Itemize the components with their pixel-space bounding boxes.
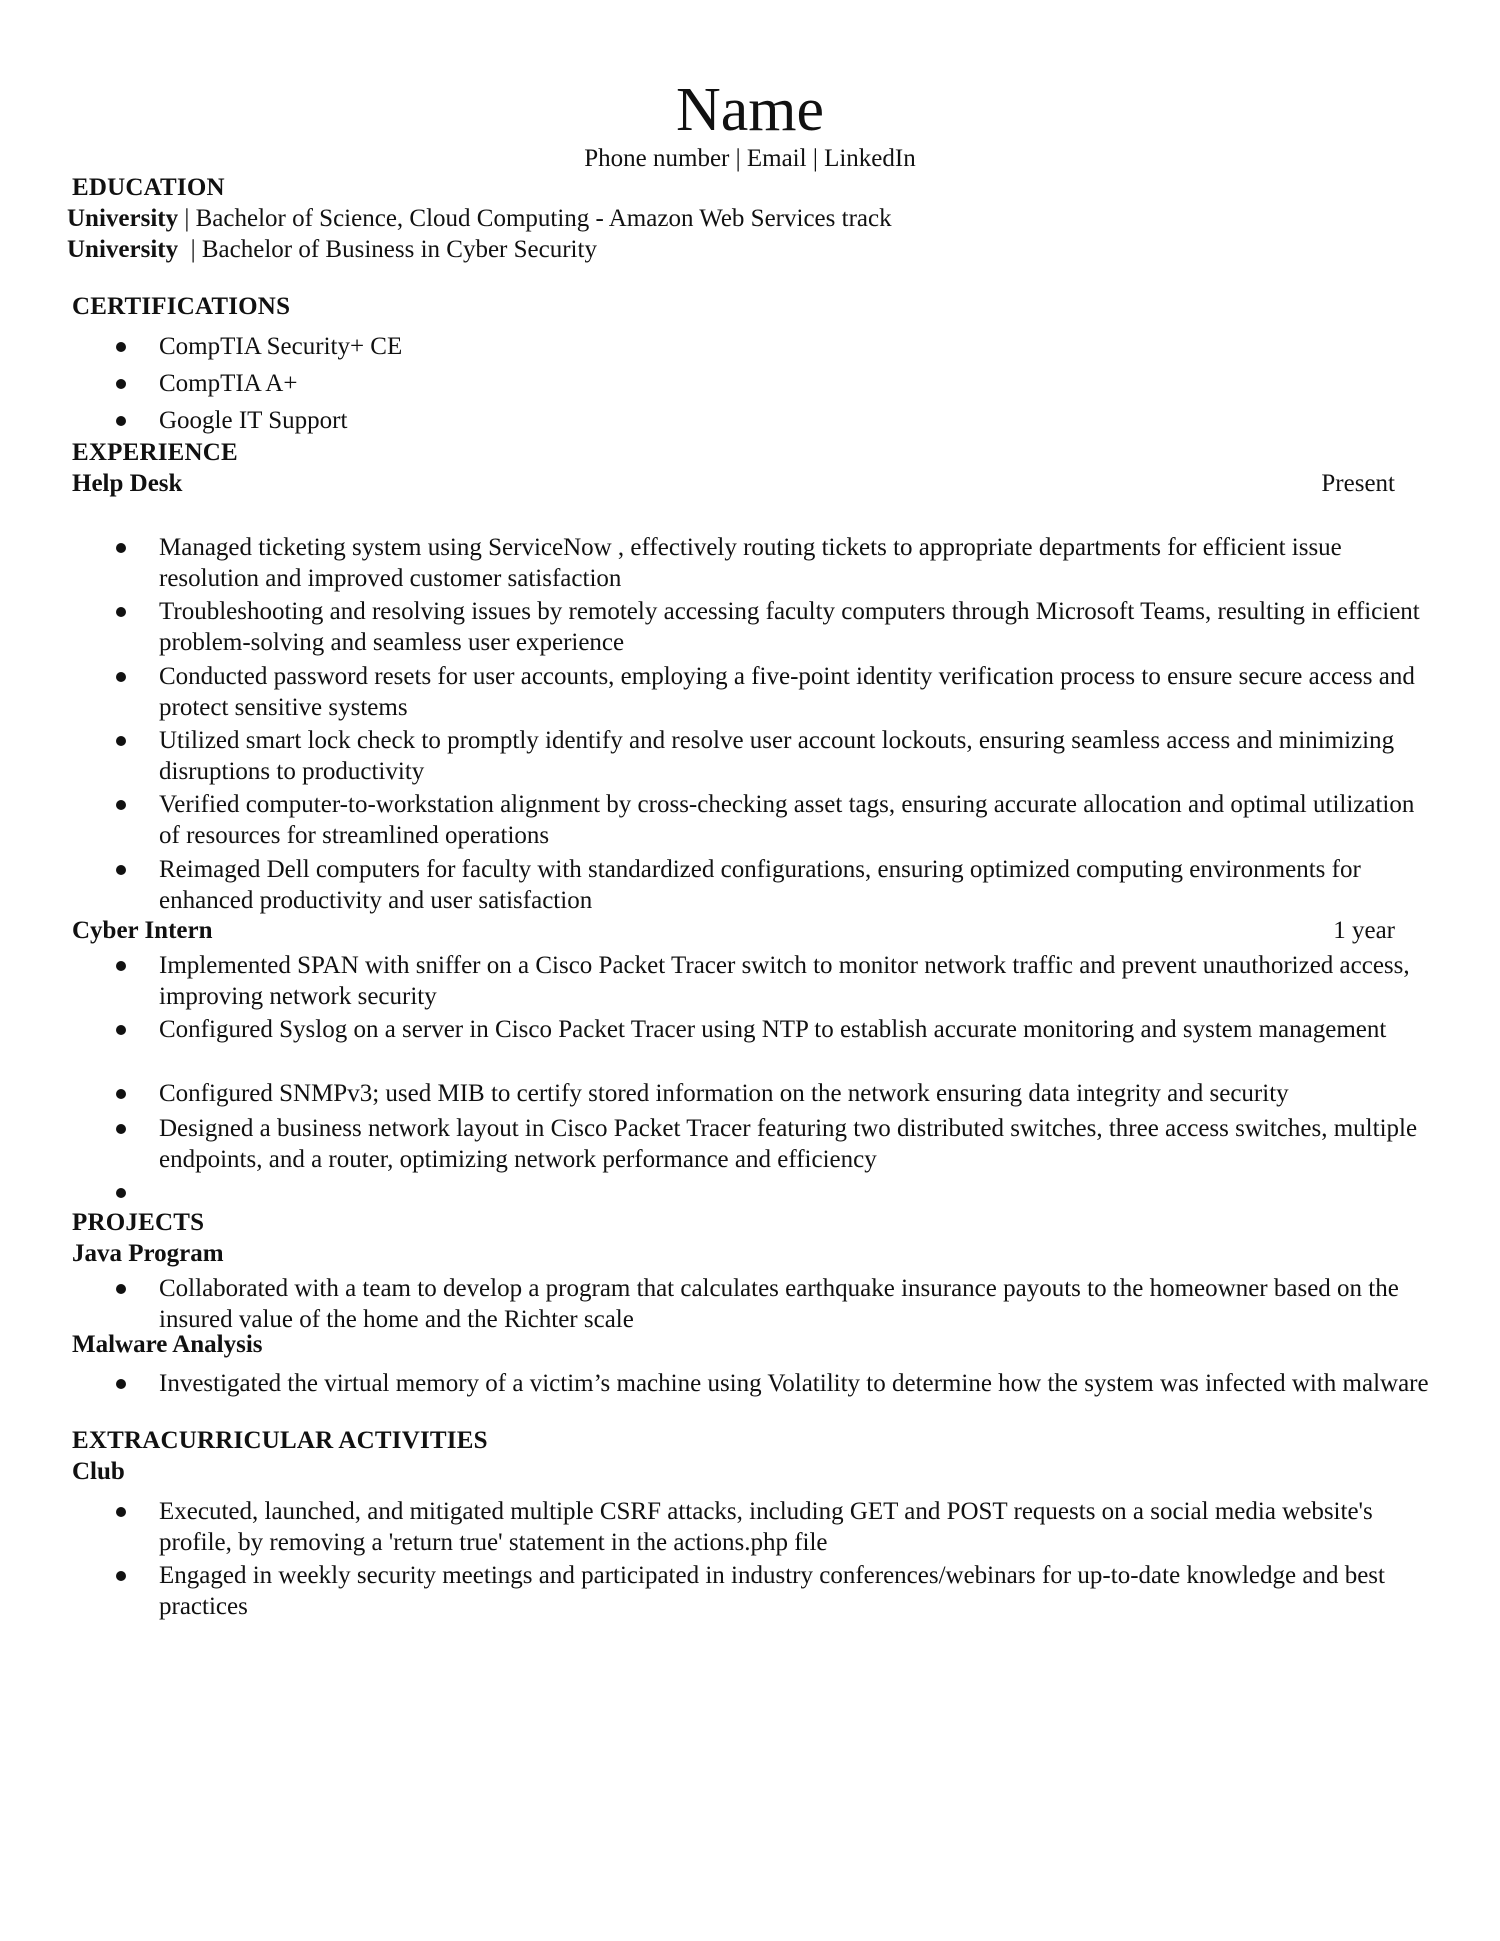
bullet-icon [116, 736, 126, 746]
bullet-icon [116, 379, 126, 389]
bullet-icon [116, 1124, 126, 1134]
bullet-icon [116, 800, 126, 810]
education-entry [67, 234, 597, 266]
project-name: Java Program [72, 1240, 224, 1267]
bullet-icon [116, 1188, 126, 1198]
section-title-experience: EXPERIENCE [72, 439, 238, 466]
project-bullet: Investigated the virtual memory of a victim’s machine using Volatility to determine how the system was infected with malware [159, 1370, 1429, 1397]
job-bullet: Conducted password resets for user accounts, employing a five-point identity verification process to ensure secure access and protect sensitive systems [159, 663, 1415, 721]
education-entry [67, 203, 892, 235]
job-bullet: Verified computer-to-workstation alignment by cross-checking asset tags, ensuring accurate allocation and optimal utilization of resources for streamlined operations [159, 791, 1415, 849]
job-bullet: Managed ticketing system using ServiceNow , effectively routing tickets to appropriate departments for efficient issue resolution and improved customer satisfaction [159, 534, 1342, 592]
job-duration: Present [1321, 470, 1395, 497]
bullet-icon [116, 1284, 126, 1294]
bullet-icon [116, 1089, 126, 1099]
bullet-icon [116, 342, 126, 352]
education-degree: Bachelor of Science, Cloud Computing - Amazon Web Services track [195, 205, 892, 232]
activity-bullet: Engaged in weekly security meetings and participated in industry conferences/webinars for up-to-date knowledge and best practices [159, 1562, 1385, 1620]
education-separator: | [178, 205, 196, 232]
job-bullet: Implemented SPAN with sniffer on a Cisco Packet Tracer switch to monitor network traffic and prevent unauthorized access, improving network security [159, 952, 1410, 1010]
section-title-education: EDUCATION [72, 174, 225, 201]
project-name: Malware Analysis [72, 1331, 263, 1358]
education-separator: | [178, 236, 202, 263]
education-school: University [67, 205, 179, 232]
job-role: Cyber Intern [72, 917, 213, 944]
section-title-projects: PROJECTS [72, 1209, 205, 1236]
bullet-icon [116, 607, 126, 617]
job-bullet: Utilized smart lock check to promptly identify and resolve user account lockouts, ensuring seamless access and minimizing disruptions to productivity [159, 727, 1395, 785]
bullet-icon [116, 1379, 126, 1389]
bullet-icon [116, 961, 126, 971]
job-bullet: Designed a business network layout in Cisco Packet Tracer featuring two distributed switches, three access switches, multiple endpoints, and a router, optimizing network performance and efficiency [159, 1115, 1418, 1173]
job-duration: 1 year [1333, 917, 1395, 944]
project-bullet: Collaborated with a team to develop a program that calculates earthquake insurance payouts to the homeowner based on the insured value of the home and the Richter scale [159, 1275, 1399, 1333]
bullet-icon [116, 1025, 126, 1035]
certification-item: Google IT Support [159, 407, 348, 434]
bullet-icon [116, 672, 126, 682]
education-school: University [67, 236, 179, 263]
certification-item: CompTIA Security+ CE [159, 333, 403, 360]
education-degree: Bachelor of Business in Cyber Security [201, 236, 597, 263]
bullet-icon [116, 543, 126, 553]
activity-bullet: Executed, launched, and mitigated multiple CSRF attacks, including GET and POST requests on a social media website's profile, by removing a 'return true' statement in the actions.php file [159, 1498, 1373, 1556]
candidate-name: Name [675, 76, 825, 144]
certification-item: CompTIA A+ [159, 370, 298, 397]
bullet-icon [116, 1507, 126, 1517]
bullet-icon [116, 1571, 126, 1581]
job-role: Help Desk [72, 470, 183, 497]
bullet-icon [116, 865, 126, 875]
job-bullet: Configured Syslog on a server in Cisco Packet Tracer using NTP to establish accurate monitoring and system management [159, 1016, 1387, 1043]
section-title-extracurricular: EXTRACURRICULAR ACTIVITIES [72, 1427, 488, 1454]
job-bullet: Configured SNMPv3; used MIB to certify stored information on the network ensuring data integrity and security [159, 1080, 1289, 1107]
activity-name: Club [72, 1458, 125, 1485]
job-bullet: Reimaged Dell computers for faculty with standardized configurations, ensuring optimized computing environments for enhanced productivity and user satisfaction [159, 856, 1361, 914]
section-title-certifications: CERTIFICATIONS [72, 293, 291, 320]
contact-line: Phone number | Email | LinkedIn [584, 145, 916, 172]
bullet-icon [116, 416, 126, 426]
job-bullet: Troubleshooting and resolving issues by remotely accessing faculty computers through Microsoft Teams, resulting in efficient problem-solving and seamless user experience [159, 598, 1420, 656]
